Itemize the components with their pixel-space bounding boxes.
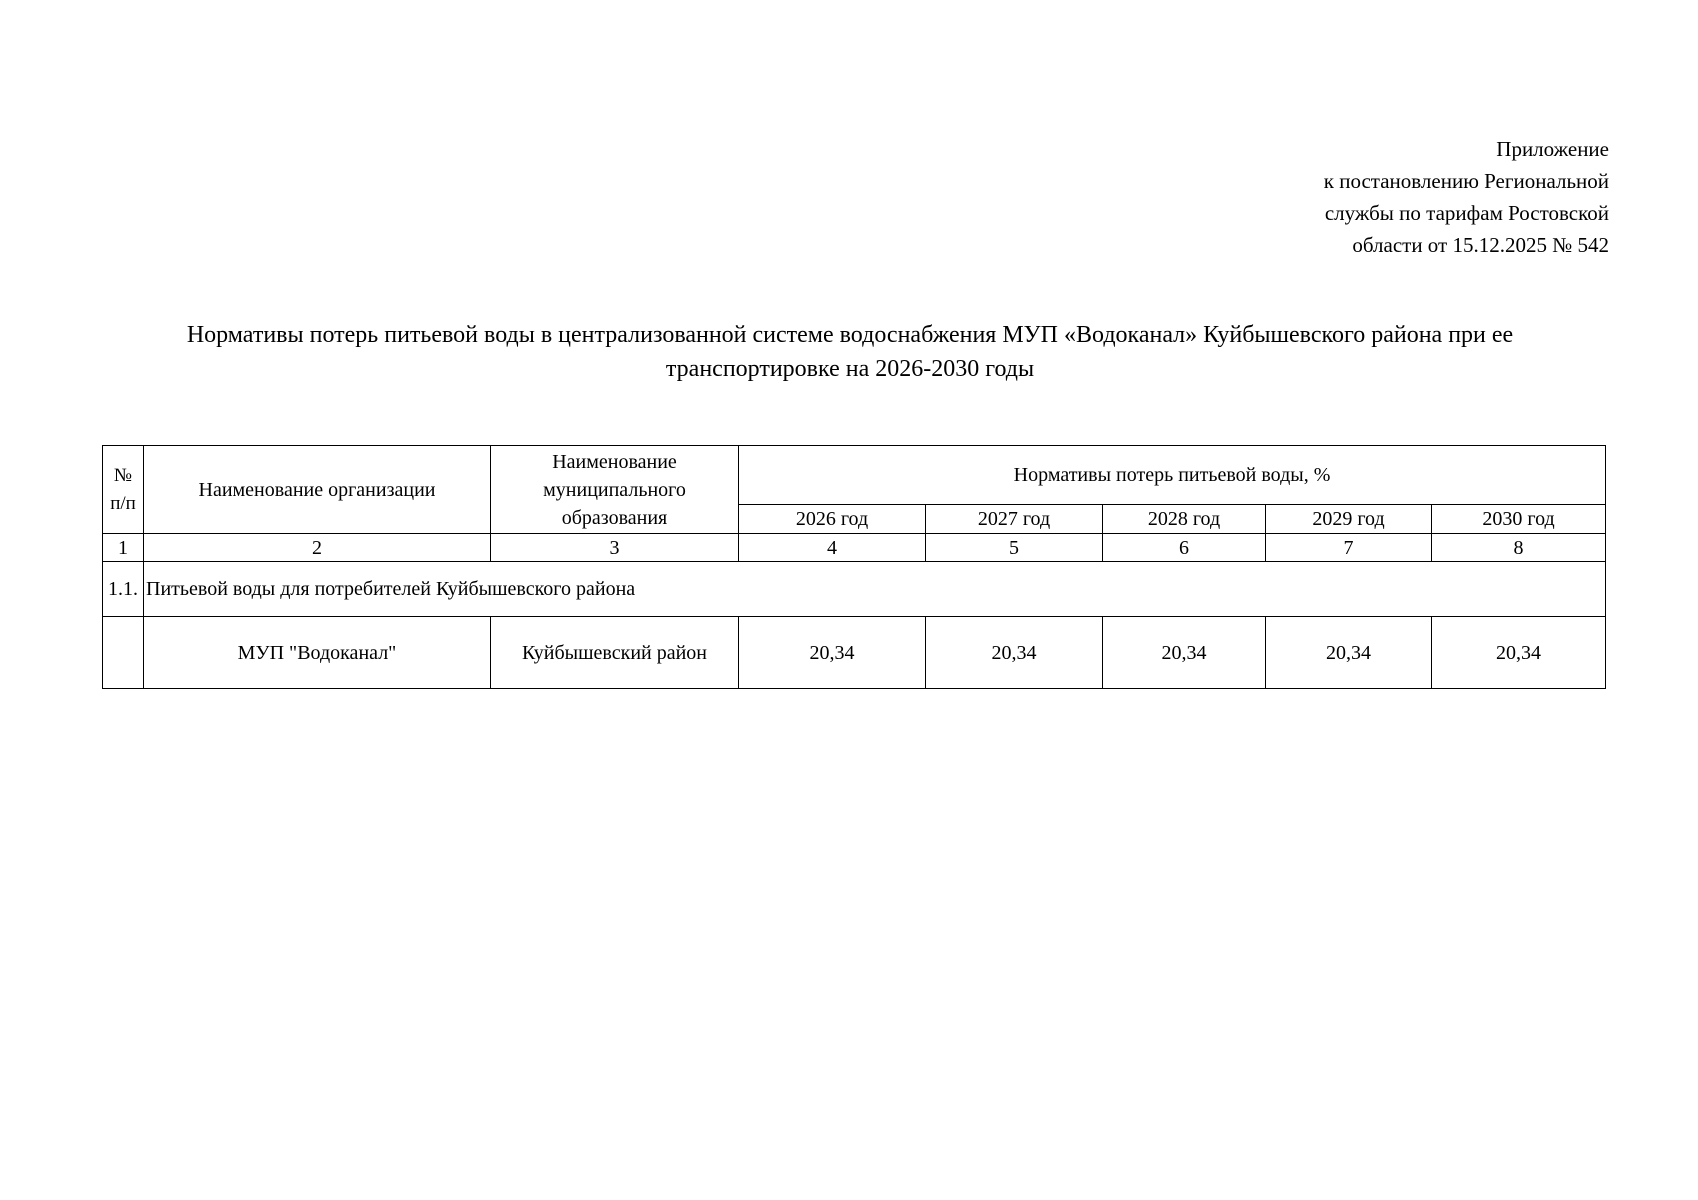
column-number: 1 (103, 534, 144, 562)
row-number (103, 617, 144, 689)
header-municipality-line-3: образования (561, 506, 668, 529)
annex-line-3: службы по тарифам Ростовской (1324, 201, 1609, 225)
column-number: 3 (491, 534, 739, 562)
row-value-2030: 20,34 (1432, 617, 1606, 689)
row-value-2029: 20,34 (1266, 617, 1432, 689)
header-municipality-line-2: муниципального (543, 478, 686, 501)
section-number: 1.1. (103, 562, 144, 617)
column-number: 7 (1266, 534, 1432, 562)
column-number: 4 (739, 534, 926, 562)
row-value-2028: 20,34 (1103, 617, 1266, 689)
header-number-line-1: № (113, 464, 133, 486)
document-title-line-2: транспортировке на 2026-2030 годы (665, 356, 1035, 382)
header-municipality (491, 446, 739, 534)
table-column-numbers-row (103, 534, 1606, 562)
annex-line-2: к постановлению Региональной (1323, 169, 1609, 193)
column-number: 8 (1432, 534, 1606, 562)
annex-line-1: Приложение (1496, 137, 1609, 161)
header-year-2029: 2029 год (1266, 505, 1432, 534)
column-number: 5 (926, 534, 1103, 562)
document-title-line-1: Нормативы потерь питьевой воды в централизованной системе водоснабжения МУП «Водоканал» Куйбышевского района при ее (186, 322, 1514, 348)
row-value-2026: 20,34 (739, 617, 926, 689)
header-number (103, 446, 144, 534)
header-municipality-line-1: Наименование (552, 450, 677, 473)
header-year-2028: 2028 год (1103, 505, 1266, 534)
header-year-2027: 2027 год (926, 505, 1103, 534)
table-header-row (103, 446, 1606, 505)
row-organization: МУП "Водоканал" (144, 617, 491, 689)
table-section-row (103, 562, 1606, 617)
annex-line-4: области от 15.12.2025 № 542 (1352, 233, 1609, 257)
annex-block (1324, 133, 1609, 261)
header-year-2026: 2026 год (739, 505, 926, 534)
row-value-2027: 20,34 (926, 617, 1103, 689)
column-number: 6 (1103, 534, 1266, 562)
header-organization: Наименование организации (144, 446, 491, 534)
table-row (103, 617, 1606, 689)
row-municipality: Куйбышевский район (491, 617, 739, 689)
header-year-2030: 2030 год (1432, 505, 1606, 534)
column-number: 2 (144, 534, 491, 562)
header-number-line-2: п/п (110, 492, 136, 514)
document-title (100, 318, 1600, 386)
header-norms: Нормативы потерь питьевой воды, % (739, 446, 1606, 505)
section-title: Питьевой воды для потребителей Куйбышевского района (144, 562, 1606, 617)
norms-table (102, 445, 1606, 689)
